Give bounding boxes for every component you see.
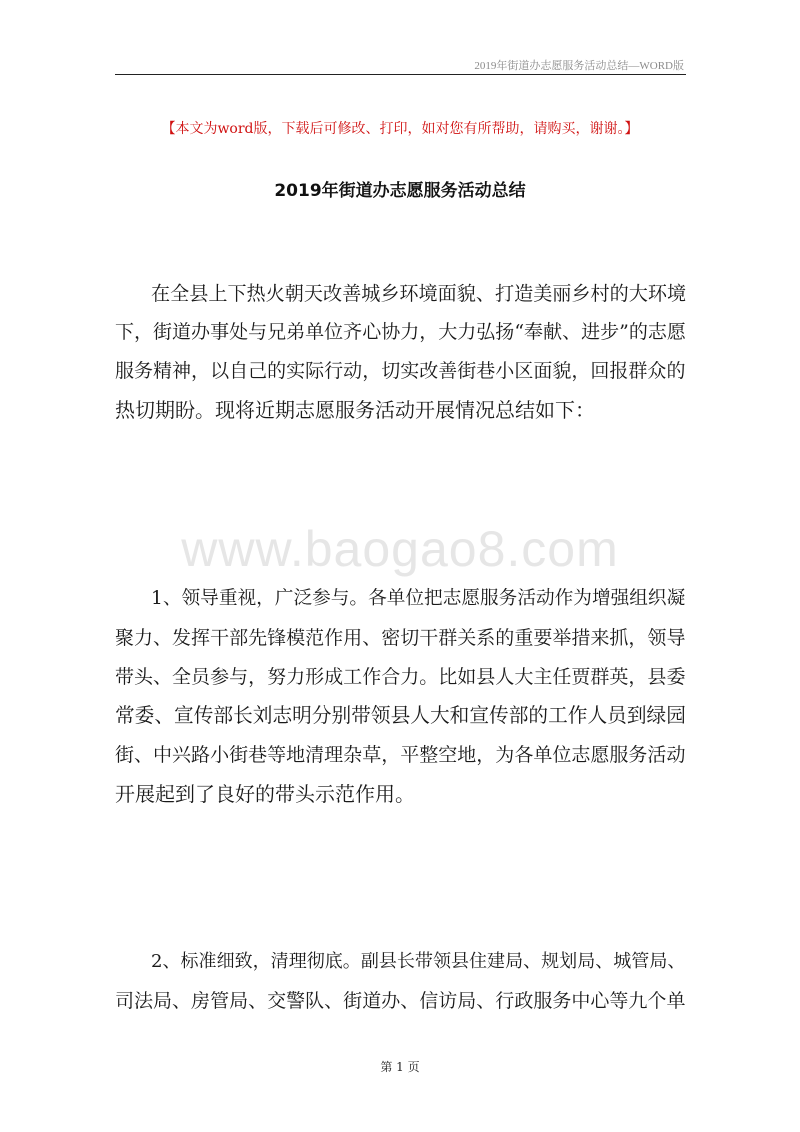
paragraph-2-line-6: 开展起到了良好的带头示范作用。	[115, 782, 415, 806]
header-text: 2019年街道办志愿服务活动总结—WORD版	[474, 60, 684, 72]
page-number: 第 1 页	[380, 1060, 420, 1074]
page-header	[115, 52, 686, 75]
paragraph-3-line-2: 司法局、房管局、交警队、街道办、信访局、行政服务中心等九个单	[115, 990, 686, 1012]
paragraph-2-line-1: 1、领导重视，广泛参与。各单位把志愿服务活动作为增强组织凝	[151, 588, 686, 609]
paragraph-1-line-1: 在全县上下热火朝天改善城乡环境面貌、打造美丽乡村的大环境	[151, 282, 687, 305]
paragraph-2-line-3: 带头、全员参与，努力形成工作合力。比如县人大主任贾群英，县委	[115, 666, 686, 688]
paragraph-1-line-2: 下，街道办事处与兄弟单位齐心协力，大力弘扬“奉献、进步”的志愿	[115, 321, 686, 343]
paragraph-2-line-4: 常委、宣传部长刘志明分别带领县人大和宣传部的工作人员到绿园	[115, 704, 686, 727]
paragraph-1-line-4: 热切期盼。现将近期志愿服务活动开展情况总结如下：	[115, 398, 595, 422]
paragraph-3-line-1: 2、标准细致，清理彻底。副县长带领县住建局、规划局、城管局、	[151, 951, 686, 972]
paragraph-2-line-2: 聚力、发挥干部先锋模范作用、密切干群关系的重要举措来抓，领导	[115, 627, 686, 649]
paragraph-1-line-3: 服务精神，以自己的实际行动，切实改善街巷小区面貌，回报群众的	[115, 360, 686, 382]
document-title: 2019年街道办志愿服务活动总结	[274, 181, 526, 201]
paragraph-2-line-5: 街、中兴路小街巷等地清理杂草，平整空地，为各单位志愿服务活动	[115, 744, 686, 766]
purchase-notice: 【本文为word版，下载后可修改、打印，如对您有所帮助，请购买，谢谢。】	[161, 121, 639, 137]
watermark: www.baogao8.com	[181, 521, 619, 577]
